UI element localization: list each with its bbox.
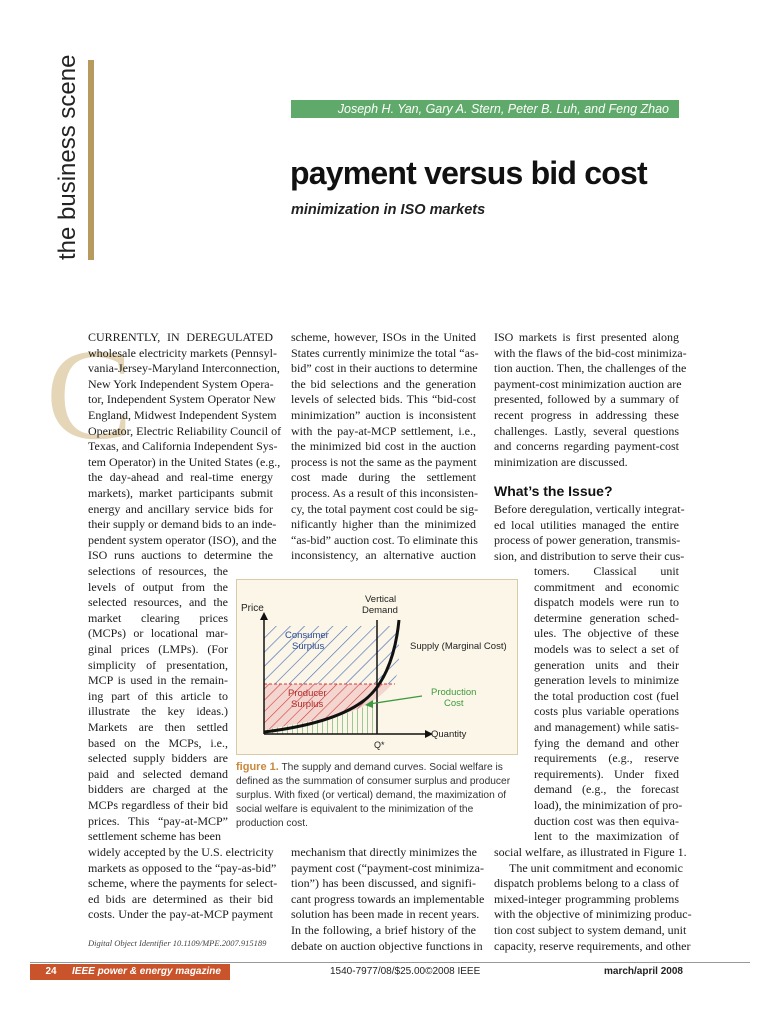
- text-line: tion”) has been discussed, and signifi-: [291, 876, 476, 891]
- text-line: process. As a result of this inconsisten-: [291, 485, 478, 500]
- text-line: illustrate the key ideas.): [88, 704, 228, 719]
- text-line: States currently minimize the total “as-: [291, 345, 479, 360]
- text-line: commitment and economic: [534, 579, 679, 594]
- text-line: MCP is used in the remain-: [88, 673, 228, 688]
- figure-caption-text: The supply and demand curves. Social welfare is defined as the summation of consumer surplus and producer surplus. With fixed (or vertical) demand, the maximization of social welfare is equivalent to the minimization of the production cost.: [236, 762, 511, 829]
- text-line: duction cost was then equiva-: [534, 813, 679, 828]
- section-heading: What’s the Issue?: [494, 483, 613, 499]
- text-line: minimization” auction is inconsistent: [291, 407, 476, 422]
- label-producer-surplus: Surplus: [291, 699, 324, 710]
- footer-date: march/april 2008: [604, 966, 683, 977]
- text-line: MCPs regardless of their bid: [88, 797, 228, 812]
- text-line: England, Midwest Independent System: [88, 407, 277, 422]
- text-line: mixed-integer programming problems: [494, 891, 679, 906]
- text-line: dispatch models were run to: [534, 595, 679, 610]
- text-line: CURRENTLY, IN DEREGULATED: [88, 330, 273, 344]
- label-quantity: Quantity: [431, 729, 467, 740]
- text-line: markets), market participants submit: [88, 485, 273, 500]
- text-line: debate on auction objective functions in: [291, 938, 483, 953]
- column-2-top: [291, 330, 479, 564]
- text-line: process is not the same as the payment: [291, 454, 477, 469]
- text-line: based on the MCPs, i.e.,: [88, 735, 228, 750]
- drop-cap: C: [46, 323, 133, 467]
- column-1-top: [88, 330, 282, 564]
- text-line: with the objective of minimizing produc-: [494, 907, 692, 922]
- label-price: Price: [241, 603, 264, 614]
- text-line: paid and selected demand: [88, 766, 228, 781]
- text-line: pendent system operator (ISO), and the: [88, 532, 277, 547]
- text-line: selected resources, and the: [88, 595, 228, 610]
- text-line: requirements). Under fixed: [534, 766, 679, 781]
- text-line: generation levels to minimize: [534, 673, 679, 688]
- text-line: load), the minimization of pro-: [534, 797, 683, 812]
- text-line: Texas, and California Independent Sys-: [88, 439, 278, 454]
- supply-demand-chart: [237, 580, 517, 754]
- text-line: settlement scheme has been: [88, 829, 221, 844]
- figure-caption-lead: figure 1.: [236, 761, 279, 773]
- text-line: Operator, Electric Reliability Council of: [88, 423, 282, 438]
- column-3-heading-block: [494, 478, 679, 504]
- text-line: simplicity of presentation,: [88, 657, 228, 672]
- text-line: recent progress in addressing these: [494, 407, 679, 422]
- text-line: ISO markets is first presented along: [494, 330, 679, 344]
- text-line: scheme, where the payments for select-: [88, 876, 278, 891]
- text-line: sion, and distribution to serve their cus-: [494, 548, 685, 563]
- label-vertical: Vertical: [365, 594, 397, 605]
- text-line: tor, Independent System Operator New: [88, 392, 276, 407]
- text-line: capacity, reserve requirements, and other: [494, 938, 691, 953]
- label-consumer: Consumer: [285, 630, 329, 641]
- text-line: bidders are charged at the: [88, 782, 228, 797]
- column-2-bottom: [291, 845, 485, 954]
- text-line: market clearing prices: [88, 610, 228, 625]
- text-line: ISO runs auctions to determine the: [88, 548, 273, 563]
- text-line: demand (e.g., the forecast: [534, 782, 679, 797]
- text-line: The unit commitment and economic: [509, 860, 683, 875]
- text-line: energy and ancillary service bids for: [88, 501, 273, 516]
- text-line: with the flaws of the bid-cost minimiza-: [494, 345, 687, 360]
- text-line: ules. The objective of these: [534, 626, 679, 641]
- text-line: scheme, however, ISOs in the United: [291, 330, 476, 344]
- text-line: cant progress towards an implementable: [291, 891, 485, 906]
- column-3-top: [494, 330, 687, 470]
- text-line: tion auction. Then, the challenges of the: [494, 361, 687, 376]
- authors-bar: Joseph H. Yan, Gary A. Stern, Peter B. Luh, and Feng Zhao: [291, 100, 679, 118]
- text-line: New York Independent System Opera-: [88, 376, 274, 391]
- label-qstar: Q*: [374, 740, 385, 750]
- text-line: In the following, a brief history of the: [291, 922, 476, 937]
- text-line: prices. This “pay-at-MCP”: [88, 813, 228, 828]
- text-line: and management) while satis-: [534, 719, 679, 734]
- label-production: Production: [431, 687, 477, 698]
- text-line: nificantly higher than the minimized: [291, 517, 476, 532]
- text-line: their supply or demand bids to an inde-: [88, 517, 277, 532]
- magazine-name: IEEE power & energy magazine: [72, 966, 221, 977]
- label-producer: Producer: [288, 688, 327, 699]
- text-line: solution has been made in recent years.: [291, 907, 480, 922]
- text-line: wholesale electricity markets (Pennsyl-: [88, 345, 277, 360]
- section-label-text: the business scene: [54, 54, 81, 260]
- text-line: the bid selections and the generation: [291, 376, 476, 391]
- text-line: the day-ahead and real-time energy: [88, 470, 273, 485]
- text-line: with the pay-at-MCP settlement, i.e.,: [291, 423, 476, 438]
- column-3-bottom: [494, 845, 692, 954]
- text-line: bid” cost in their auctions to determine: [291, 361, 478, 376]
- text-line: Markets are then settled: [88, 719, 228, 734]
- text-line: Before deregulation, vertically integrat-: [494, 502, 685, 516]
- text-line: fying the demand and other: [534, 735, 679, 750]
- label-demand: Demand: [362, 605, 398, 616]
- text-line: tem Operator) in the United States (e.g.,: [88, 454, 281, 469]
- column-3-after-heading: [494, 502, 685, 564]
- article-title: payment versus bid cost: [290, 155, 647, 191]
- text-line: determine generation sched-: [534, 610, 679, 625]
- doi-line: Digital Object Identifier 10.1109/MPE.2007.915189: [88, 938, 267, 948]
- text-line: payment-cost minimization auction are: [494, 376, 682, 391]
- text-line: ed local utilities managed the entire: [494, 517, 679, 532]
- figure-caption: [236, 760, 518, 831]
- footer-magazine-bar: [30, 964, 230, 980]
- section-label: [50, 54, 90, 260]
- text-line: tion cost subject to system demand, unit: [494, 922, 687, 937]
- column-1-narrow: [88, 564, 228, 845]
- text-line: requirements (e.g., reserve: [534, 751, 679, 766]
- text-line: “as-bid” auction cost. To eliminate this: [291, 532, 478, 547]
- text-line: ginal prices (LMPs). (For: [88, 641, 228, 656]
- text-line: lent to the maximization of: [534, 829, 679, 844]
- text-line: social welfare, as illustrated in Figure 1.: [494, 845, 687, 859]
- footer-rule: [30, 962, 750, 963]
- text-line: generation units and their: [534, 657, 679, 672]
- text-line: (MCPs) or locational mar-: [88, 626, 228, 641]
- text-line: presented, followed by a summary of: [494, 392, 679, 407]
- label-consumer-surplus: Surplus: [292, 641, 325, 652]
- text-line: ed bids are determined as their bid: [88, 891, 273, 906]
- text-line: challenges. Lastly, several questions: [494, 423, 679, 438]
- text-line: payment cost (“payment-cost minimiza-: [291, 860, 484, 875]
- text-line: cost made during the settlement: [291, 470, 476, 485]
- text-line: markets as opposed to the “pay-as-bid”: [88, 860, 277, 875]
- text-line: selected supply bidders are: [88, 751, 228, 766]
- text-line: tomers. Classical unit: [534, 564, 679, 578]
- text-line: costs plus variable operations: [534, 704, 679, 719]
- label-supply: Supply (Marginal Cost): [410, 641, 507, 652]
- text-line: vania-Jersey-Maryland Interconnection,: [88, 361, 280, 376]
- column-1-bottom: [88, 845, 278, 923]
- footer-issn: 1540-7977/08/$25.00©2008 IEEE: [330, 966, 481, 977]
- text-line: costs. Under the pay-at-MCP payment: [88, 907, 273, 922]
- column-3-narrow: [534, 564, 683, 845]
- text-line: selections of resources, the: [88, 564, 228, 578]
- text-line: the minimized bid cost in the auction: [291, 439, 476, 454]
- section-label-bar: [88, 60, 94, 260]
- text-line: levels of selected bids. This “bid-cost: [291, 392, 476, 407]
- text-line: levels of output from the: [88, 579, 228, 594]
- text-line: minimization are discussed.: [494, 454, 628, 469]
- text-line: process of power generation, transmis-: [494, 533, 681, 548]
- text-line: the total production cost (fuel: [534, 688, 679, 703]
- text-line: widely accepted by the U.S. electricity: [88, 845, 274, 859]
- page-number: 24: [45, 966, 57, 977]
- text-line: cy, the total payment cost could be sig-: [291, 501, 479, 516]
- label-production-cost: Cost: [444, 698, 464, 709]
- text-line: ing part of this article to: [88, 688, 228, 703]
- text-line: inconsistency, an alternative auction: [291, 548, 476, 563]
- figure-1: [236, 579, 518, 755]
- text-line: dispatch problems belong to a class of: [494, 876, 679, 891]
- text-line: models was to select a set of: [534, 641, 679, 656]
- article-subtitle: minimization in ISO markets: [291, 202, 486, 218]
- text-line: and concerns regarding payment-cost: [494, 439, 679, 454]
- text-line: mechanism that directly minimizes the: [291, 845, 477, 859]
